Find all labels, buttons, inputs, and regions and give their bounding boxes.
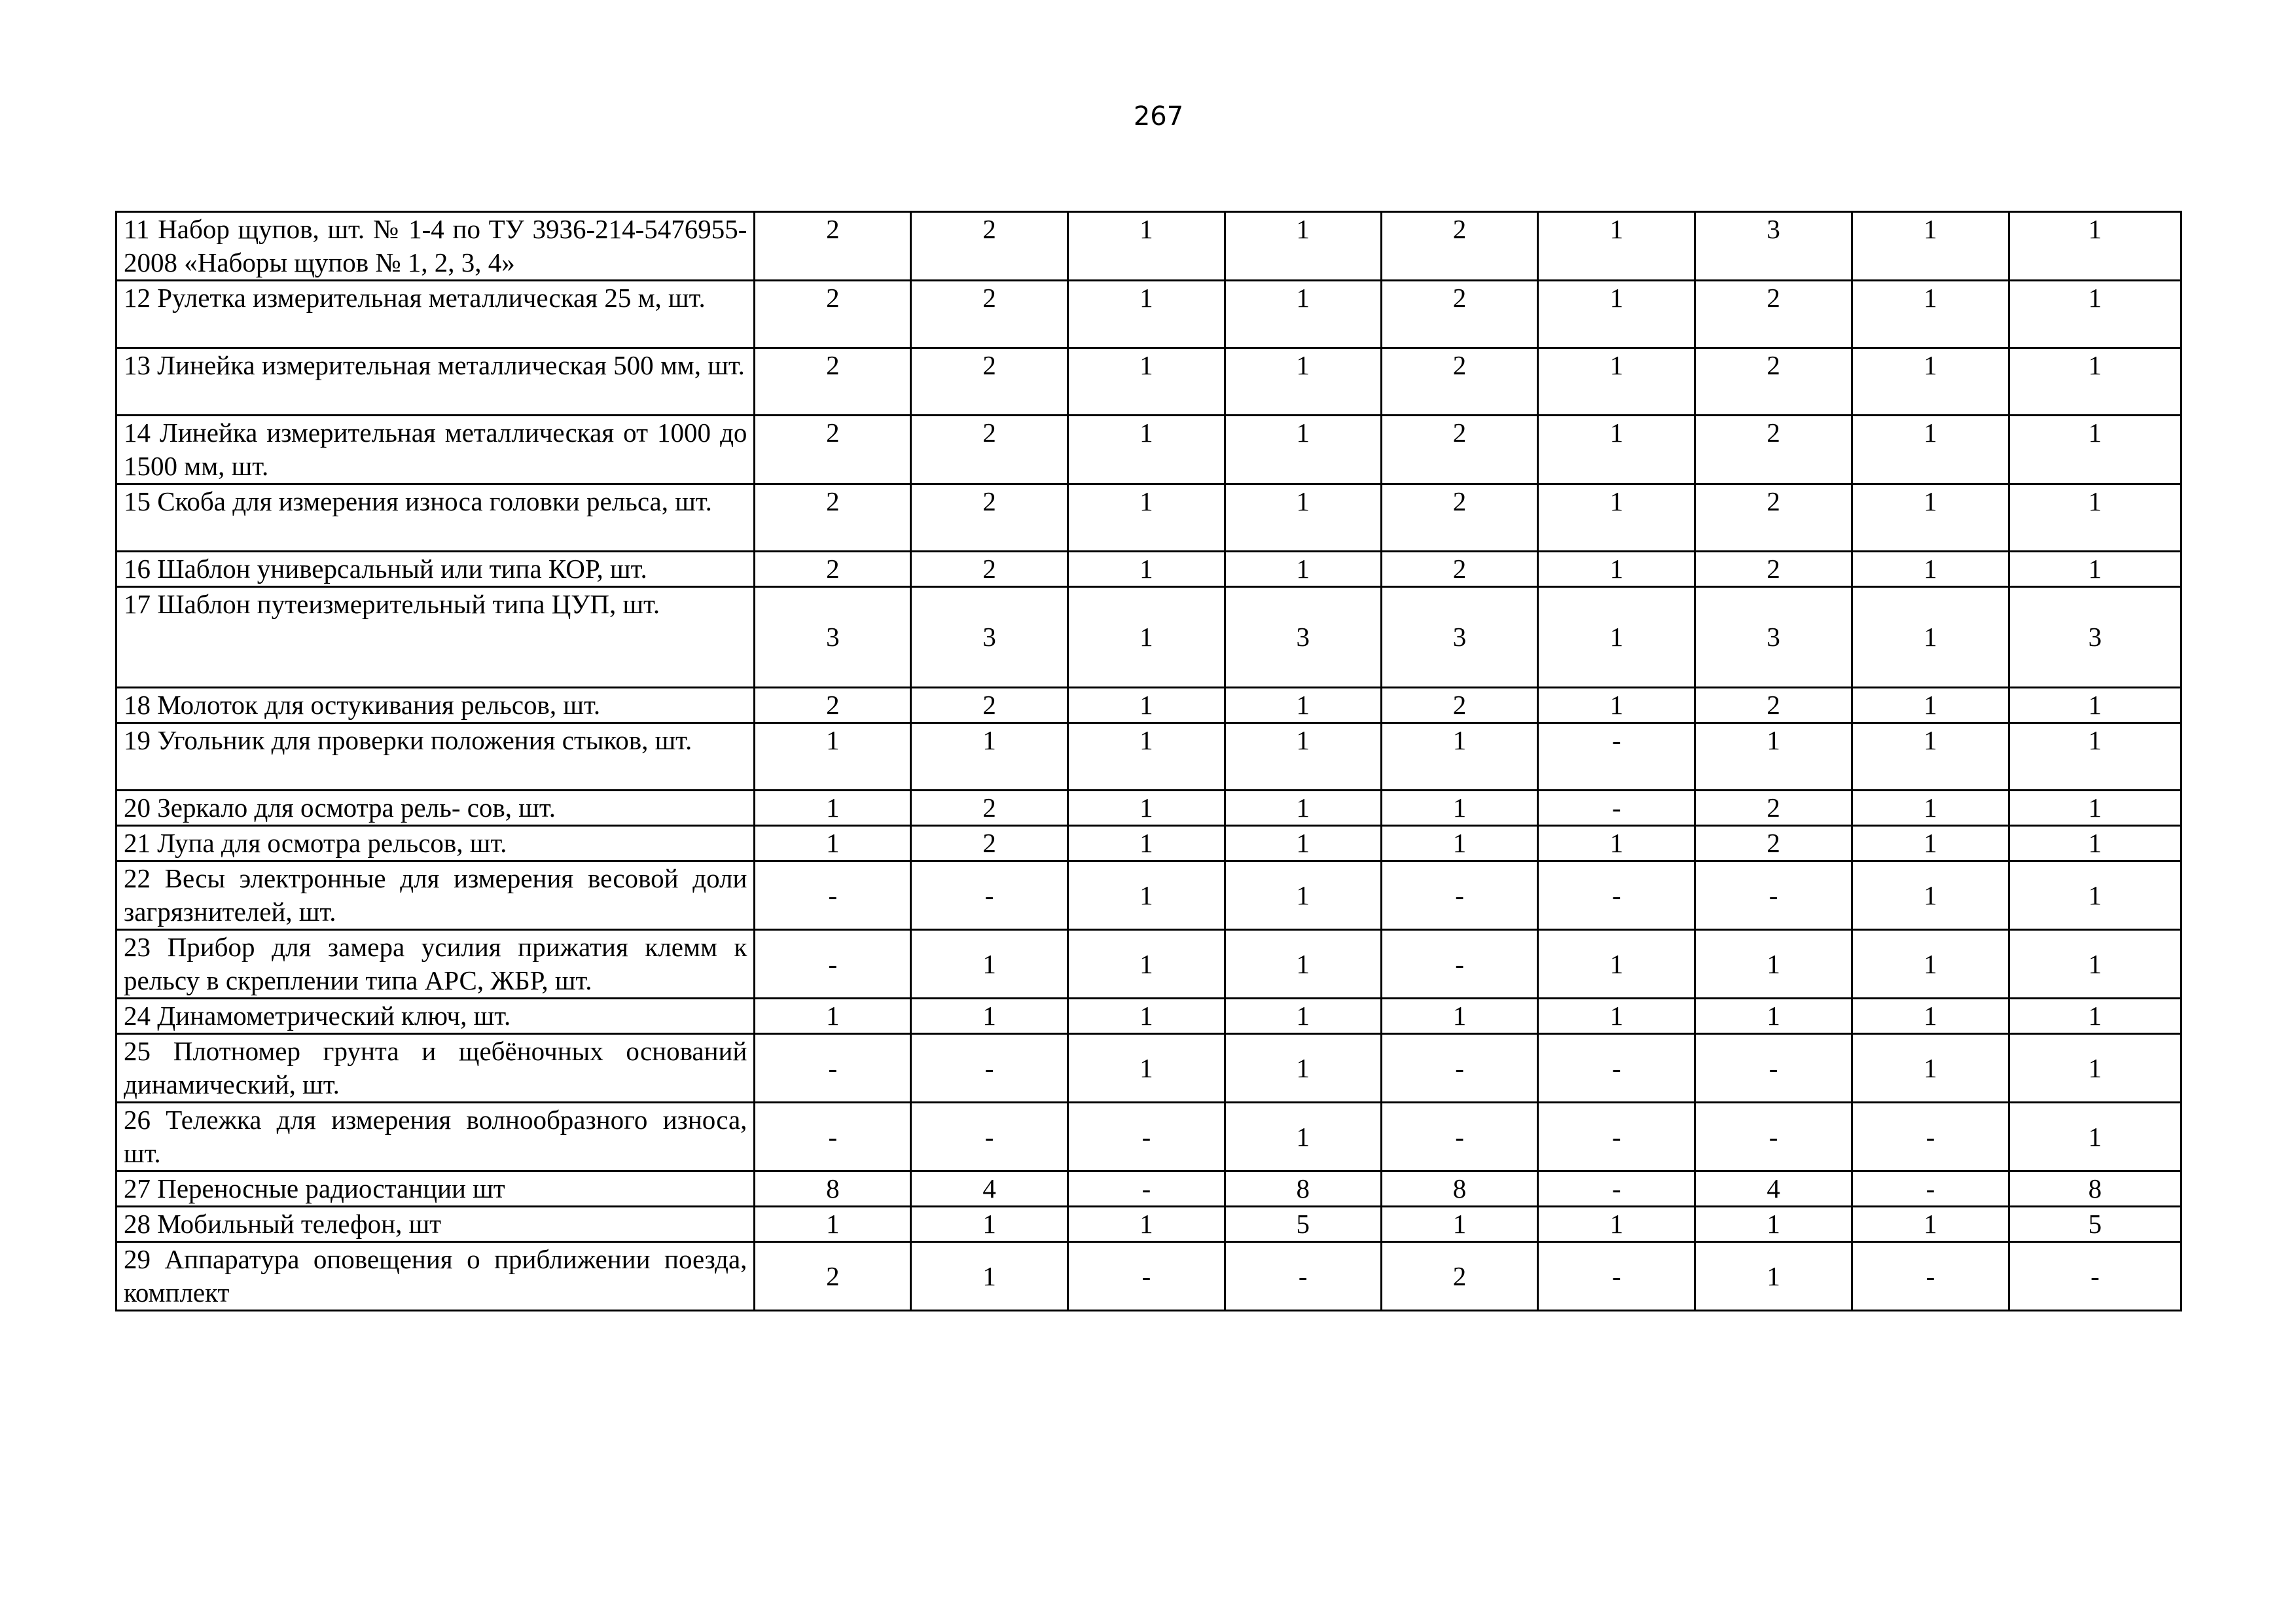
- quantity-cell: 1: [1852, 484, 2009, 552]
- quantity-cell: 2: [755, 281, 911, 348]
- quantity-cell: 1: [1538, 826, 1695, 861]
- quantity-cell: 2: [1695, 484, 1852, 552]
- quantity-cell: 1: [1068, 484, 1225, 552]
- item-name-cell: 25 Плотномер грунта и щебёночных оснований динамический, шт.: [117, 1034, 755, 1103]
- quantity-cell: 2: [1695, 348, 1852, 416]
- quantity-cell: 1: [1852, 688, 2009, 723]
- quantity-cell: 1: [1068, 999, 1225, 1034]
- quantity-cell: 1: [1225, 1034, 1381, 1103]
- item-name-cell: 21 Лупа для осмотра рельсов, шт.: [117, 826, 755, 861]
- quantity-cell: 1: [1538, 587, 1695, 688]
- quantity-cell: 3: [1695, 212, 1852, 281]
- quantity-cell: 1: [2009, 1034, 2181, 1103]
- quantity-cell: 1: [911, 723, 1068, 791]
- quantity-cell: -: [1538, 1242, 1695, 1311]
- quantity-cell: 2: [1381, 416, 1538, 484]
- quantity-cell: 1: [1068, 861, 1225, 930]
- table-row: [117, 1034, 2181, 1103]
- quantity-cell: 3: [1381, 587, 1538, 688]
- quantity-cell: 2: [755, 552, 911, 587]
- quantity-cell: 1: [1068, 688, 1225, 723]
- quantity-cell: 1: [1538, 348, 1695, 416]
- quantity-cell: 1: [1225, 688, 1381, 723]
- quantity-cell: 1: [755, 791, 911, 826]
- quantity-cell: -: [1538, 1171, 1695, 1207]
- quantity-cell: 2: [1695, 416, 1852, 484]
- quantity-cell: 1: [2009, 552, 2181, 587]
- quantity-cell: 1: [2009, 416, 2181, 484]
- quantity-cell: -: [755, 1103, 911, 1171]
- quantity-cell: -: [755, 861, 911, 930]
- quantity-cell: 1: [1538, 416, 1695, 484]
- quantity-cell: -: [1538, 1034, 1695, 1103]
- quantity-cell: 1: [1225, 552, 1381, 587]
- quantity-cell: 1: [1538, 212, 1695, 281]
- quantity-cell: 1: [1538, 930, 1695, 999]
- quantity-cell: 1: [755, 826, 911, 861]
- item-name-cell: 29 Аппаратура оповещения о приближении поезда, комплект: [117, 1242, 755, 1311]
- quantity-cell: -: [911, 861, 1068, 930]
- quantity-cell: 2: [755, 484, 911, 552]
- quantity-cell: 2: [1381, 688, 1538, 723]
- quantity-cell: -: [1538, 791, 1695, 826]
- table-row: [117, 826, 2181, 861]
- quantity-cell: 2: [1695, 552, 1852, 587]
- quantity-cell: 5: [2009, 1207, 2181, 1242]
- quantity-cell: -: [1381, 930, 1538, 999]
- quantity-cell: 2: [911, 416, 1068, 484]
- item-name-cell: 16 Шаблон универсальный или типа КОР, шт.: [117, 552, 755, 587]
- quantity-cell: 1: [1225, 826, 1381, 861]
- quantity-cell: 1: [1695, 1207, 1852, 1242]
- item-name-cell: 17 Шаблон путеизмерительный типа ЦУП, шт.: [117, 587, 755, 688]
- quantity-cell: 2: [911, 688, 1068, 723]
- quantity-cell: 1: [1695, 999, 1852, 1034]
- quantity-cell: -: [1538, 861, 1695, 930]
- quantity-cell: -: [1538, 1103, 1695, 1171]
- quantity-cell: 3: [911, 587, 1068, 688]
- quantity-cell: 5: [1225, 1207, 1381, 1242]
- item-name-cell: 13 Линейка измерительная металлическая 500 мм, шт.: [117, 348, 755, 416]
- quantity-cell: 1: [1225, 348, 1381, 416]
- item-name-cell: 27 Переносные радиостанции шт: [117, 1171, 755, 1207]
- quantity-cell: 3: [755, 587, 911, 688]
- quantity-cell: 1: [1381, 1207, 1538, 1242]
- quantity-cell: 1: [1068, 416, 1225, 484]
- quantity-cell: 1: [1068, 1207, 1225, 1242]
- quantity-cell: 2: [1381, 1242, 1538, 1311]
- quantity-cell: 1: [1852, 212, 2009, 281]
- quantity-cell: 1: [1538, 281, 1695, 348]
- quantity-cell: 3: [1695, 587, 1852, 688]
- table-row: [117, 281, 2181, 348]
- table-row: [117, 723, 2181, 791]
- table-row: [117, 1103, 2181, 1171]
- quantity-cell: 2: [1381, 552, 1538, 587]
- table-row: [117, 688, 2181, 723]
- item-name-cell: 15 Скоба для измерения износа головки рельса, шт.: [117, 484, 755, 552]
- quantity-cell: -: [755, 930, 911, 999]
- quantity-cell: 1: [2009, 281, 2181, 348]
- item-name-cell: 14 Линейка измерительная металлическая от 1000 до 1500 мм, шт.: [117, 416, 755, 484]
- quantity-cell: 1: [1068, 212, 1225, 281]
- table-row: [117, 1207, 2181, 1242]
- quantity-cell: 1: [1852, 999, 2009, 1034]
- page-number: 267: [1133, 101, 1184, 132]
- quantity-cell: 1: [1538, 1207, 1695, 1242]
- quantity-cell: 1: [1852, 723, 2009, 791]
- quantity-cell: 1: [1381, 999, 1538, 1034]
- quantity-cell: -: [755, 1034, 911, 1103]
- quantity-cell: 1: [2009, 930, 2181, 999]
- quantity-cell: 1: [1225, 484, 1381, 552]
- quantity-cell: 1: [1225, 416, 1381, 484]
- quantity-cell: -: [911, 1034, 1068, 1103]
- table-row: [117, 212, 2181, 281]
- item-name-cell: 23 Прибор для замера усилия прижатия клемм к рельсу в скреплении типа АРС, ЖБР, шт.: [117, 930, 755, 999]
- quantity-cell: 1: [1695, 1242, 1852, 1311]
- quantity-cell: 2: [755, 1242, 911, 1311]
- quantity-cell: -: [1852, 1242, 2009, 1311]
- table-row: [117, 861, 2181, 930]
- quantity-cell: 4: [1695, 1171, 1852, 1207]
- quantity-cell: 1: [1381, 791, 1538, 826]
- item-name-cell: 26 Тележка для измерения волнообразного износа, шт.: [117, 1103, 755, 1171]
- quantity-cell: 2: [911, 826, 1068, 861]
- table-row: [117, 552, 2181, 587]
- quantity-cell: -: [1695, 1103, 1852, 1171]
- quantity-cell: -: [1381, 1034, 1538, 1103]
- item-name-cell: 12 Рулетка измерительная металлическая 25 м, шт.: [117, 281, 755, 348]
- quantity-cell: 1: [1225, 281, 1381, 348]
- quantity-cell: 2: [1695, 688, 1852, 723]
- quantity-cell: 1: [911, 930, 1068, 999]
- table-row: [117, 484, 2181, 552]
- quantity-cell: 1: [1068, 348, 1225, 416]
- quantity-cell: 3: [2009, 587, 2181, 688]
- item-name-cell: 28 Мобильный телефон, шт: [117, 1207, 755, 1242]
- table-row: [117, 930, 2181, 999]
- table-row: [117, 587, 2181, 688]
- quantity-cell: 8: [755, 1171, 911, 1207]
- quantity-cell: 2: [911, 281, 1068, 348]
- item-name-cell: 11 Набор щупов, шт. № 1-4 по ТУ 3936-214-5476955-2008 «Наборы щупов № 1, 2, 3, 4»: [117, 212, 755, 281]
- quantity-cell: -: [1068, 1103, 1225, 1171]
- quantity-cell: 1: [1068, 587, 1225, 688]
- quantity-cell: 1: [1225, 999, 1381, 1034]
- quantity-cell: 1: [1381, 826, 1538, 861]
- quantity-cell: -: [1068, 1242, 1225, 1311]
- quantity-cell: 1: [1852, 348, 2009, 416]
- quantity-cell: 1: [1695, 723, 1852, 791]
- quantity-cell: 1: [1852, 1207, 2009, 1242]
- quantity-cell: 2: [755, 212, 911, 281]
- quantity-cell: -: [1225, 1242, 1381, 1311]
- quantity-cell: 1: [1538, 688, 1695, 723]
- quantity-cell: 2: [755, 348, 911, 416]
- item-name-cell: 19 Угольник для проверки положения стыков, шт.: [117, 723, 755, 791]
- quantity-cell: 1: [911, 1242, 1068, 1311]
- quantity-cell: 1: [911, 1207, 1068, 1242]
- quantity-cell: 1: [911, 999, 1068, 1034]
- quantity-cell: 8: [1381, 1171, 1538, 1207]
- quantity-cell: 1: [755, 1207, 911, 1242]
- quantity-cell: 1: [1852, 930, 2009, 999]
- quantity-cell: 2: [1381, 281, 1538, 348]
- item-name-cell: 24 Динамометрический ключ, шт.: [117, 999, 755, 1034]
- quantity-cell: 1: [2009, 999, 2181, 1034]
- quantity-cell: 1: [1852, 791, 2009, 826]
- quantity-cell: 1: [1381, 723, 1538, 791]
- quantity-cell: 2: [1381, 348, 1538, 416]
- quantity-cell: 1: [2009, 484, 2181, 552]
- quantity-cell: 1: [2009, 723, 2181, 791]
- table-row: [117, 1242, 2181, 1311]
- table-row: [117, 1171, 2181, 1207]
- quantity-cell: 1: [2009, 688, 2181, 723]
- item-name-cell: 18 Молоток для остукивания рельсов, шт.: [117, 688, 755, 723]
- quantity-cell: 1: [1068, 281, 1225, 348]
- quantity-cell: 2: [911, 552, 1068, 587]
- quantity-cell: 1: [1852, 861, 2009, 930]
- item-name-cell: 20 Зеркало для осмотра рель- сов, шт.: [117, 791, 755, 826]
- quantity-cell: 1: [1068, 552, 1225, 587]
- quantity-cell: 1: [1068, 791, 1225, 826]
- quantity-cell: -: [1381, 861, 1538, 930]
- quantity-cell: -: [911, 1103, 1068, 1171]
- quantity-cell: 1: [1538, 999, 1695, 1034]
- quantity-cell: 8: [2009, 1171, 2181, 1207]
- quantity-cell: 1: [2009, 826, 2181, 861]
- quantity-cell: 1: [1538, 552, 1695, 587]
- quantity-cell: 1: [1068, 1034, 1225, 1103]
- quantity-cell: -: [2009, 1242, 2181, 1311]
- quantity-cell: 2: [755, 688, 911, 723]
- quantity-cell: -: [1852, 1171, 2009, 1207]
- quantity-cell: 1: [1225, 930, 1381, 999]
- quantity-cell: 2: [911, 348, 1068, 416]
- table-row: [117, 999, 2181, 1034]
- quantity-cell: 1: [755, 723, 911, 791]
- table-body: [117, 212, 2181, 1311]
- quantity-cell: 8: [1225, 1171, 1381, 1207]
- quantity-cell: 1: [1852, 416, 2009, 484]
- quantity-cell: -: [1852, 1103, 2009, 1171]
- quantity-cell: 4: [911, 1171, 1068, 1207]
- quantity-cell: 1: [1225, 723, 1381, 791]
- quantity-cell: 2: [911, 484, 1068, 552]
- quantity-cell: -: [1381, 1103, 1538, 1171]
- table-row: [117, 416, 2181, 484]
- quantity-cell: 1: [2009, 348, 2181, 416]
- quantity-cell: -: [1068, 1171, 1225, 1207]
- quantity-cell: 1: [2009, 791, 2181, 826]
- quantity-cell: 2: [1695, 281, 1852, 348]
- quantity-cell: 1: [755, 999, 911, 1034]
- quantity-cell: 2: [755, 416, 911, 484]
- quantity-cell: 3: [1225, 587, 1381, 688]
- quantity-cell: 2: [1381, 484, 1538, 552]
- quantity-cell: -: [1538, 723, 1695, 791]
- quantity-cell: 1: [1225, 861, 1381, 930]
- quantity-cell: 1: [1852, 826, 2009, 861]
- quantity-cell: 1: [1852, 587, 2009, 688]
- quantity-cell: 1: [1852, 1034, 2009, 1103]
- quantity-cell: 1: [1068, 930, 1225, 999]
- quantity-cell: 2: [1695, 791, 1852, 826]
- quantity-cell: -: [1695, 1034, 1852, 1103]
- quantity-cell: 1: [1068, 723, 1225, 791]
- quantity-cell: 1: [1225, 212, 1381, 281]
- quantity-cell: 2: [1695, 826, 1852, 861]
- quantity-cell: 1: [1225, 791, 1381, 826]
- quantity-cell: 2: [1381, 212, 1538, 281]
- quantity-cell: 1: [2009, 1103, 2181, 1171]
- quantity-cell: 2: [911, 212, 1068, 281]
- quantity-cell: 2: [911, 791, 1068, 826]
- quantity-cell: 1: [1538, 484, 1695, 552]
- quantity-cell: -: [1695, 861, 1852, 930]
- quantity-cell: 1: [2009, 212, 2181, 281]
- equipment-table: [115, 211, 2182, 1311]
- quantity-cell: 1: [1068, 826, 1225, 861]
- item-name-cell: 22 Весы электронные для измерения весовой доли загрязнителей, шт.: [117, 861, 755, 930]
- quantity-cell: 1: [1852, 552, 2009, 587]
- table-row: [117, 348, 2181, 416]
- quantity-cell: 1: [2009, 861, 2181, 930]
- quantity-cell: 1: [1225, 1103, 1381, 1171]
- quantity-cell: 1: [1695, 930, 1852, 999]
- table-row: [117, 791, 2181, 826]
- quantity-cell: 1: [1852, 281, 2009, 348]
